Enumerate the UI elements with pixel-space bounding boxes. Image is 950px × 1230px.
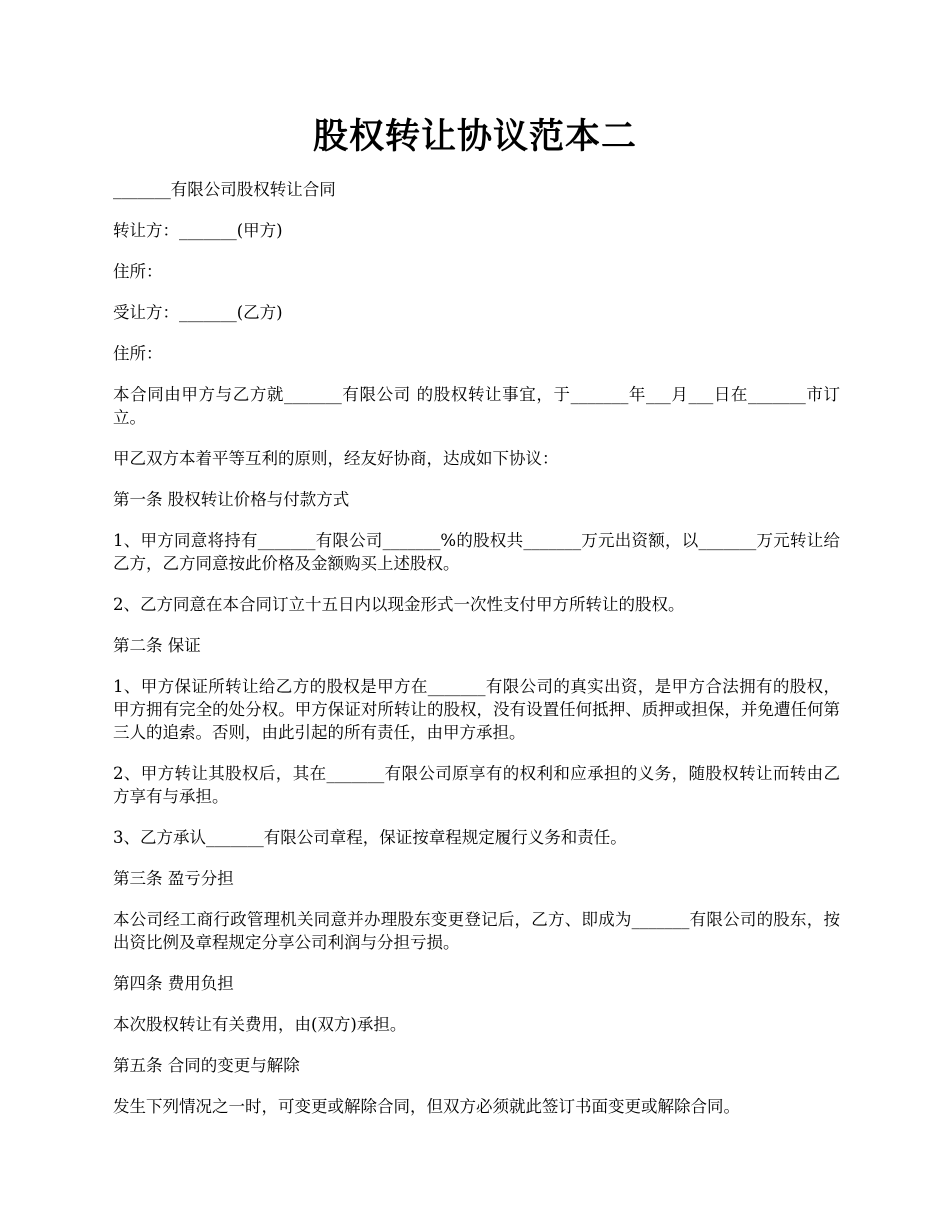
article-4-heading: 第四条 费用负担 (113, 974, 234, 993)
article-5-paragraph: 发生下列情况之一时，可变更或解除合同，但双方必须就此签订书面变更或解除合同。 (113, 1097, 740, 1116)
contract-intro-paragraph: 本合同由甲方与乙方就_______有限公司 的股权转让事宜，于_______年___月___日在_______市订立。 (113, 385, 840, 427)
contract-name-line: _______有限公司股权转让合同 (113, 180, 336, 199)
transferor-address-line: 住所： (113, 262, 163, 281)
article-1-heading: 第一条 股权转让价格与付款方式 (113, 490, 350, 509)
article-3-paragraph: 本公司经工商行政管理机关同意并办理股东变更登记后，乙方、即成为_______有限公司的股东，按出资比例及章程规定分享公司利润与分担亏损。 (113, 910, 840, 952)
article-2-clause-3: 3、乙方承认_______有限公司章程，保证按章程规定履行义务和责任。 (113, 828, 627, 847)
document-body (113, 178, 840, 1136)
article-2-heading: 第二条 保证 (113, 636, 201, 655)
article-4-paragraph: 本次股权转让有关费用，由(双方)承担。 (113, 1015, 407, 1034)
article-5-heading: 第五条 合同的变更与解除 (113, 1056, 300, 1075)
article-2-clause-1: 1、甲方保证所转让给乙方的股权是甲方在_______有限公司的真实出资，是甲方合法拥有的股权，甲方拥有完全的处分权。甲方保证对所转让的股权，没有设置任何抵押、质押或担保，并免遭任何第三人的追索。否则，由此引起的所有责任，由甲方承担。 (113, 677, 840, 742)
transferor-line: 转让方：_______(甲方) (113, 221, 283, 240)
article-3-heading: 第三条 盈亏分担 (113, 869, 234, 888)
document-title: 股权转让协议范本二 (312, 116, 637, 157)
article-2-clause-2: 2、甲方转让其股权后，其在_______有限公司原享有的权利和应承担的义务，随股权转让而转由乙方享有与承担。 (113, 764, 840, 806)
article-1-clause-2: 2、乙方同意在本合同订立十五日内以现金形式一次性支付甲方所转让的股权。 (113, 595, 685, 614)
transferee-address-line: 住所： (113, 344, 163, 363)
transferee-line: 受让方：_______(乙方) (113, 303, 283, 322)
article-1-clause-1: 1、甲方同意将持有_______有限公司_______%的股权共_______万元出资额，以_______万元转让给乙方，乙方同意按此价格及金额购买上述股权。 (113, 531, 840, 573)
agreement-principle-paragraph: 甲乙双方本着平等互利的原则，经友好协商，达成如下协议： (113, 449, 559, 468)
